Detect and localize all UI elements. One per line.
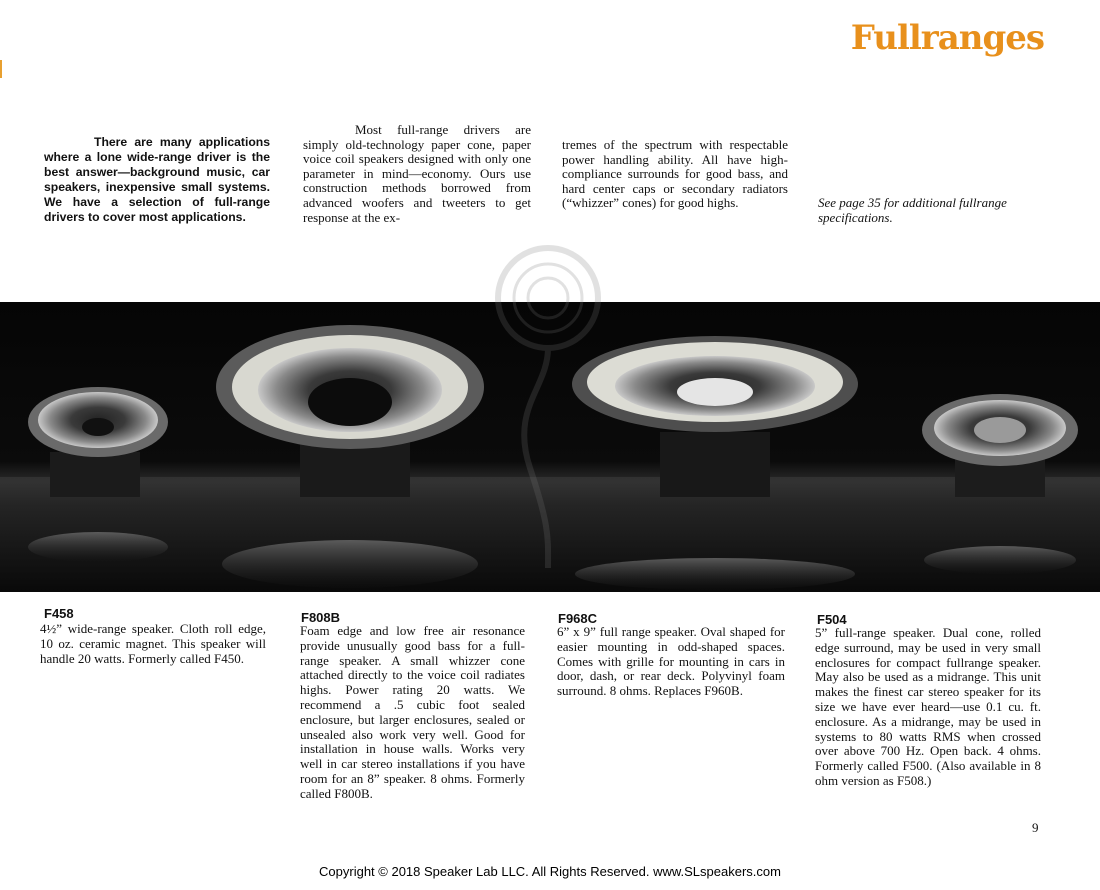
product-description: Foam edge and low free air resonance provide unusually good bass for a full-range speaker. A small whizzer cone attached directly to the voice coil radiates highs. Power rating 20 watts. We recommend a .5 cubic foot sealed enclosure, but larger enclosures, sealed or unsealed also work very well. Good for installation in house walls. Works very well in car stereo installations if you have room for an 8” speaker. 8 ohms. Formerly called F800B. — [300, 623, 525, 801]
page-title: Fullranges — [850, 18, 1044, 58]
body-column-2: Most full-range drivers are simply old-technology paper cone, paper voice coil speakers designed with only one parameter in mind—economy. Ours use construction methods borrowed from advanced woofers and tweeters to get response at the ex- — [303, 122, 531, 225]
spec-note: See page 35 for additional fullrange specifications. — [818, 195, 1007, 225]
product-description: 5” full-range speaker. Dual cone, rolled edge surround, may be used in very small enclosures for compact fullrange speaker. May also be used as a midrange. This unit makes the finest car stereo speaker for its size we have ever heard—use 0.1 cu. ft. enclosure. As a midrange, may be used in systems to 80 watts RMS when crossed over above 700 Hz. Open back. 4 ohms. Formerly called F500. (Also available in 8 ohm version as F508.) — [815, 625, 1041, 788]
product-name: F458 — [44, 606, 74, 621]
product-name: F808B — [301, 610, 341, 625]
watermark-logo-icon — [490, 238, 610, 568]
intro-text: There are many applications where a lone wide-range driver is the best answer—background music, car speakers, inexpensive small systems. We have a selection of full-range drivers to cover most applications. — [44, 135, 270, 224]
product-name: F504 — [817, 612, 847, 627]
product-description: 6” x 9” full range speaker. Oval shaped for easier mounting in odd-shaped spaces. Comes with grille for mounting in cars in door, dash, or rear deck. Polyvinyl foam surround. 8 ohms. Replaces F960B. — [557, 624, 785, 699]
page-number: 9 — [1032, 820, 1039, 835]
body-column-3: tremes of the spectrum with respectable power handling ability. All have high-compliance surrounds for good bass, and hard center caps or secondary radiators (“whizzer” cones) for good highs. — [562, 137, 788, 211]
speaker-f808b-image — [216, 325, 484, 588]
margin-mark — [0, 60, 2, 78]
product-name: F968C — [558, 611, 598, 626]
copyright-footer: Copyright © 2018 Speaker Lab LLC. All Rights Reserved. www.SLspeakers.com — [319, 864, 781, 879]
product-description: 4½” wide-range speaker. Cloth roll edge, 10 oz. ceramic magnet. This speaker will handle 20 watts. Formerly called F450. — [40, 621, 266, 666]
